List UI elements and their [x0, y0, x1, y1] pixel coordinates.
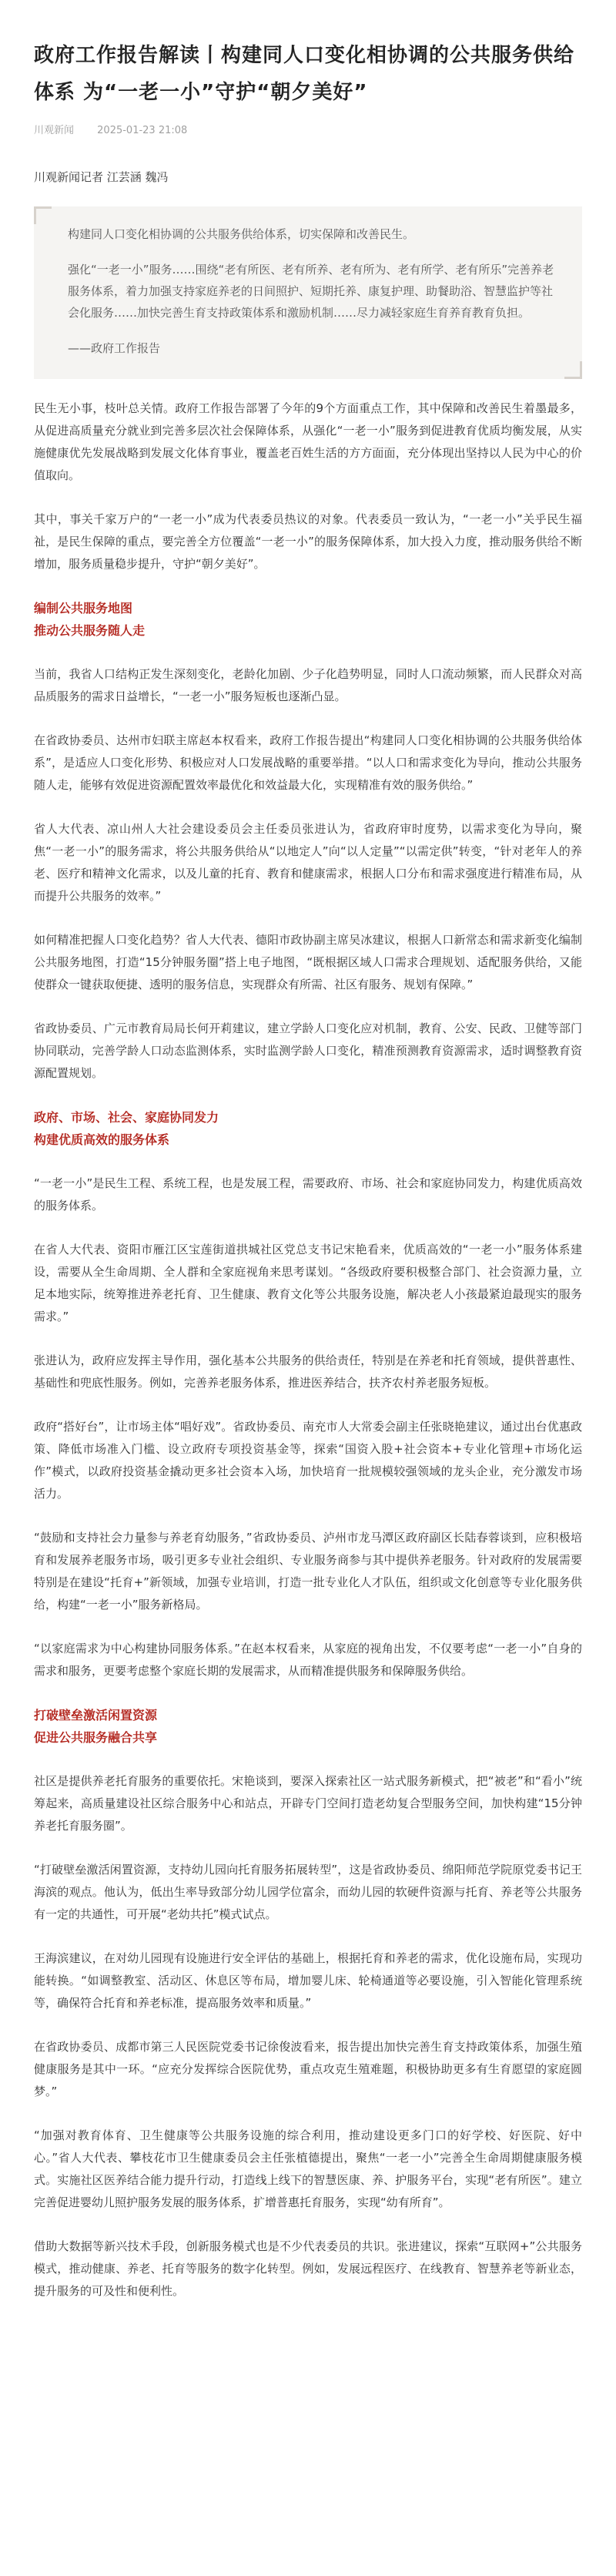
article-title: 政府工作报告解读丨构建同人口变化相协调的公共服务供给体系 为“一老一小”守护“朝夕美好”	[34, 44, 575, 104]
paragraph: 社区是提供养老托育服务的重要依托。宋艳谈到，要深入探索社区一站式服务新模式，把“被老”和“看小”统筹起来，高质量建设社区综合服务中心和站点，开辟专门空间打造老幼复合型服务空间，加快构建“15分钟养老托育服务圈”。	[34, 1774, 582, 1833]
byline: 川观新闻记者 江芸涵 魏冯	[34, 170, 169, 184]
article-meta	[34, 122, 582, 136]
article-body	[34, 397, 582, 2303]
paragraph: 在省政协委员、成都市第三人民医院党委书记徐俊波看来，报告提出加快完善生育支持政策体系，加强生殖健康服务是其中一环。“应充分发挥综合医院优势，重点攻克生殖难题，积极协助更多有生育愿望的家庭圆梦。”	[34, 2040, 582, 2098]
quote-paragraph: 构建同人口变化相协调的公共服务供给体系，切实保障和改善民生。	[68, 227, 415, 241]
section-heading-line: 推动公共服务随人走	[34, 623, 146, 638]
paragraph: 王海滨建议，在对幼儿园现有设施进行安全评估的基础上，根据托育和养老的需求，优化设施布局，实现功能转换。“如调整教室、活动区、休息区等布局，增加婴儿床、轮椅通道等必要设施，引入智能化管理系统等，确保符合托育和养老标准，提高服务效率和质量。”	[34, 1951, 582, 2010]
paragraph: 如何精准把握人口变化趋势？省人大代表、德阳市政协副主席吴冰建议，根据人口新常态和需求新变化编制公共服务地图，打造“15分钟服务圈”搭上电子地图，“既根据区域人口需求合理规划、适配服务供给，又能使群众一键获取便捷、透明的服务信息，实现群众有所需、社区有服务、规划有保障。”	[34, 933, 582, 991]
paragraph: 在省人大代表、资阳市雁江区宝莲街道拱城社区党总支书记宋艳看来，优质高效的“一老一小”服务体系建设，需要从全生命周期、全人群和全家庭视角来思考谋划。“各级政府要积极整合部门、社会资源力量，立足本地实际，统筹推进养老托育、卫生健康、教育文化等公共服务设施，解决老人小孩最紧迫最现实的服务需求。”	[34, 1243, 582, 1323]
paragraph: 省人大代表、凉山州人大社会建设委员会主任委员张进认为，省政府审时度势，以需求变化为导向，聚焦“一老一小”的服务需求，将公共服务供给从“以地定人”向“以人定量”“以需定供”转变，“针对老年人的养老、医疗和精神文化需求，以及儿童的托育、教育和健康需求，根据人口分布和需求强度进行精准布局，从而提升公共服务的效率。”	[34, 822, 582, 903]
paragraph: 政府“搭好台”，让市场主体“唱好戏”。省政协委员、南充市人大常委会副主任张晓艳建议，通过出台优惠政策、降低市场准入门槛、设立政府专项投资基金等，探索“国资入股+社会资本+专业化管理+市场化运作”模式，以政府投资基金撬动更多社会资本入场，加快培育一批规模较强领域的龙头企业，充分激发市场活力。	[34, 1420, 582, 1501]
quote-box	[34, 206, 582, 379]
paragraph: 借助大数据等新兴技术手段，创新服务模式也是不少代表委员的共识。张进建议，探索“互联网+”公共服务模式，推动健康、养老、托育等服务的数字化转型。例如，发展远程医疗、在线教育、智慧养老等新业态，提升服务的可及性和便利性。	[34, 2239, 582, 2298]
paragraph: “加强对教育体育、卫生健康等公共服务设施的综合利用，推动建设更多门口的好学校、好医院、好中心。”省人大代表、攀枝花市卫生健康委员会主任张植德提出，聚焦“一老一小”完善全生命周期健康服务模式。实施社区医养结合能力提升行动，打造线上线下的智慧医康、养、护服务平台，实现“老有所医”。建立完善促进婴幼儿照护服务发展的服务体系，扩增普惠托育服务，实现“幼有所育”。	[34, 2128, 583, 2209]
section-heading-line: 促进公共服务融合共享	[34, 1730, 158, 1745]
section-heading	[34, 597, 582, 642]
section-heading-line: 构建优质高效的服务体系	[34, 1132, 170, 1147]
paragraph: 在省政协委员、达州市妇联主席赵本权看来，政府工作报告提出“构建同人口变化相协调的公共服务供给体系”，是适应人口变化形势、积极应对人口发展战略的重要举措。“以人口和需求变化为导向，推动公共服务随人走，能够有效促进资源配置效率最优化和效益最大化，实现精准有效的服务供给。”	[34, 733, 582, 792]
section-heading	[34, 1106, 582, 1151]
paragraph: “一老一小”是民生工程、系统工程，也是发展工程，需要政府、市场、社会和家庭协同发力，构建优质高效的服务体系。	[34, 1176, 582, 1213]
source-link[interactable]: 川观新闻	[34, 125, 75, 136]
publish-date: 2025-01-23 21:08	[97, 125, 188, 136]
paragraph: 民生无小事，枝叶总关情。政府工作报告部署了今年的9个方面重点工作，其中保障和改善民生着墨最多，从促进高质量充分就业到完善多层次社会保障体系，从强化“一老一小”服务到促进教育优质均衡发展，从实施健康优先发展战略到发展文化体育事业，覆盖老百姓生活的方方面面，充分体现出坚持以人民为中心的价值取向。	[34, 401, 582, 482]
paragraph: “打破壁垒激活闲置资源，支持幼儿园向托育服务拓展转型”，这是省政协委员、绵阳师范学院原党委书记王海滨的观点。他认为，低出生率导致部分幼儿园学位富余，而幼儿园的软硬件资源与托育、养老等公共服务有一定的共通性，可开展“老幼共托”模式试点。	[34, 1863, 582, 1921]
paragraph: 其中，事关千家万户的“一老一小”成为代表委员热议的对象。代表委员一致认为，“一老一小”关乎民生福祉，是民生保障的重点，要完善全方位覆盖“一老一小”的服务保障体系，加大投入力度，推动服务供给不断增加，服务质量稳步提升，守护“朝夕美好”。	[34, 512, 582, 571]
paragraph: 省政协委员、广元市教育局局长何开莉建议，建立学龄人口变化应对机制，教育、公安、民政、卫健等部门协同联动，完善学龄人口动态监测体系，实时监测学龄人口变化，精准预测教育资源需求，适时调整教育资源配置规划。	[34, 1021, 582, 1080]
paragraph: 张进认为，政府应发挥主导作用，强化基本公共服务的供给责任，特别是在养老和托育领域，提供普惠性、基础性和兜底性服务。例如，完善养老服务体系，推进医养结合，扶齐农村养老服务短板。	[34, 1353, 582, 1390]
paragraph: 当前，我省人口结构正发生深刻变化，老龄化加剧、少子化趋势明显，同时人口流动频繁，而人民群众对高品质服务的需求日益增长，“一老一小”服务短板也逐渐凸显。	[34, 667, 582, 703]
section-heading-line: 政府、市场、社会、家庭协同发力	[34, 1110, 219, 1125]
section-heading	[34, 1704, 582, 1749]
section-heading-line: 打破壁垒激活闲置资源	[34, 1708, 158, 1722]
section-heading-line: 编制公共服务地图	[34, 601, 133, 615]
quote-source: ——政府工作报告	[68, 341, 161, 355]
quote-paragraph: 强化“一老一小”服务……围绕“老有所医、老有所养、老有所为、老有所学、老有所乐”完善养老服务体系，着力加强支持家庭养老的日间照护、短期托养、康复护理、助餐助浴、智慧监护等社会化服务……加快完善生育支持政策体系和激励机制……尽力减轻家庭生育养育教育负担。	[68, 263, 554, 320]
paragraph: “鼓励和支持社会力量参与养老育幼服务，”省政协委员、泸州市龙马潭区政府副区长陆春蓉谈到，应积极培育和发展养老服务市场，吸引更多专业社会组织、专业服务商参与其中提供养老服务。针对政府的发展需要特别是在建设“托育+”新领域，加强专业培训，打造一批专业化人才队伍，组织或文化创意等专业化服务供给，构建“一老一小”服务新格局。	[34, 1531, 582, 1612]
paragraph: “以家庭需求为中心构建协同服务体系。”在赵本权看来，从家庭的视角出发，不仅要考虑“一老一小”自身的需求和服务，更要考虑整个家庭长期的发展需求，从而精准提供服务和保障服务供给。	[34, 1642, 582, 1678]
